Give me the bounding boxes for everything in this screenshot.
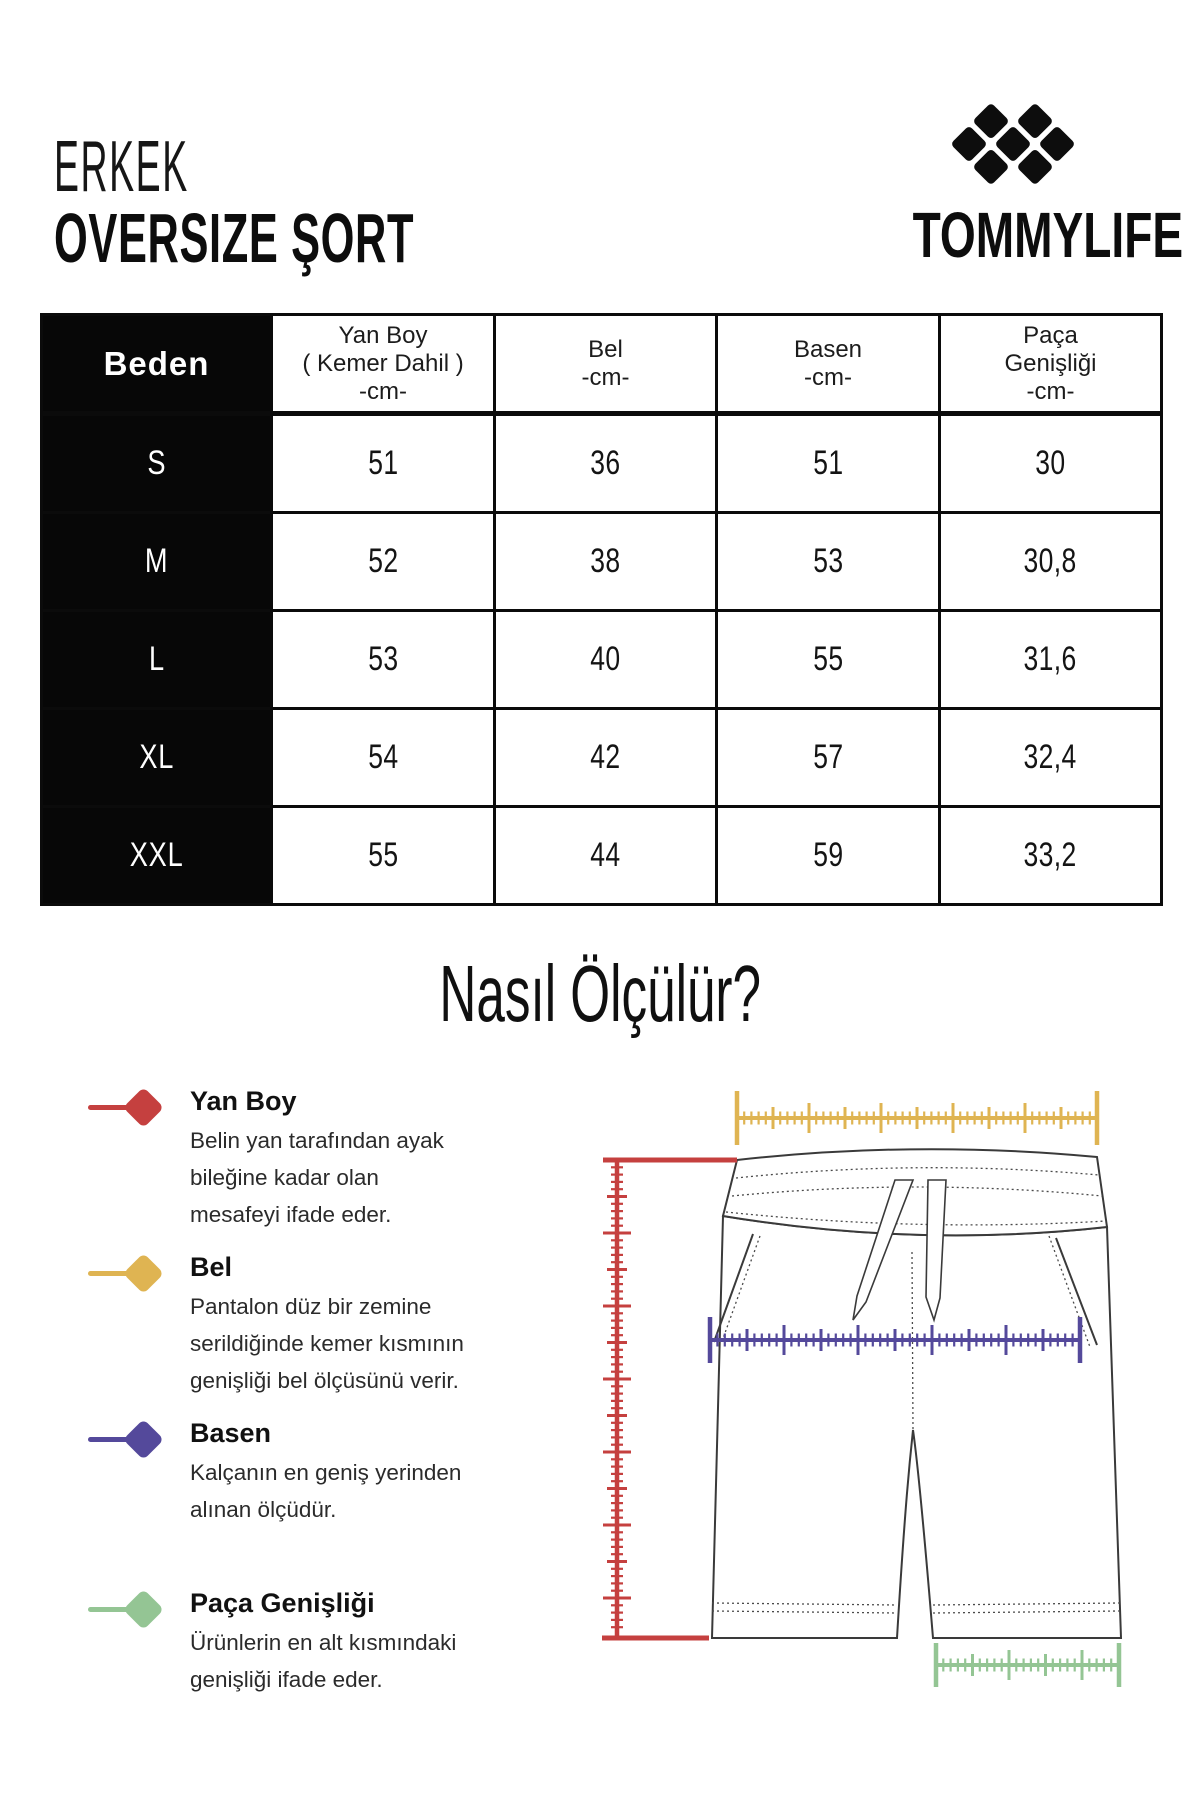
- brand-diamonds-logo-icon: [943, 100, 1083, 188]
- legend-item-basen: [86, 1418, 516, 1528]
- cell-yan-boy: 54: [272, 709, 495, 807]
- cell-paca: 30,8: [940, 513, 1162, 611]
- cell-paca: 32,4: [940, 709, 1162, 807]
- size-table: [40, 313, 1163, 906]
- legend-title: Yan Boy: [190, 1086, 297, 1116]
- basen-diamond-icon: [86, 1420, 164, 1462]
- legend-description: Belin yan tarafından ayak bileğine kadar olan mesafeyi ifade eder.: [190, 1128, 444, 1227]
- column-header-bel: Bel -cm-: [495, 315, 717, 414]
- brand-block: [860, 100, 1184, 272]
- cell-bel: 42: [495, 709, 717, 807]
- cell-yan-boy: 55: [272, 807, 495, 905]
- cell-yan-boy: 53: [272, 611, 495, 709]
- cell-yan-boy: 51: [272, 414, 495, 513]
- cell-paca: 31,6: [940, 611, 1162, 709]
- cell-paca: 33,2: [940, 807, 1162, 905]
- legend-description: Ürünlerin en alt kısmındaki genişliği ifade eder.: [190, 1630, 457, 1692]
- page-title-line1: ERKEK: [54, 127, 189, 207]
- cell-size: S: [42, 414, 272, 513]
- shorts-diagram: [540, 1040, 1200, 1720]
- brand-name: TOMMYLIFE: [912, 199, 1184, 271]
- cell-size: XL: [42, 709, 272, 807]
- column-header-beden: Beden: [42, 315, 272, 414]
- cell-size: M: [42, 513, 272, 611]
- cell-basen: 57: [717, 709, 940, 807]
- table-row: [42, 414, 1162, 513]
- table-row: [42, 611, 1162, 709]
- table-row: [42, 709, 1162, 807]
- legend-title: Bel: [190, 1252, 233, 1282]
- cell-basen: 59: [717, 807, 940, 905]
- legend-description: Pantalon düz bir zemine serildiğinde kemer kısmının genişliği bel ölçüsünü verir.: [190, 1294, 464, 1393]
- column-header-basen: Basen -cm-: [717, 315, 940, 414]
- bel-ruler: [737, 1091, 1097, 1145]
- cell-size: XXL: [42, 807, 272, 905]
- table-row: [42, 513, 1162, 611]
- legend-item-paca-genisligi: [86, 1588, 516, 1698]
- page-title-line2: OVERSIZE ŞORT: [54, 199, 415, 277]
- table-header-row: [42, 315, 1162, 414]
- cell-basen: 51: [717, 414, 940, 513]
- bel-diamond-icon: [86, 1254, 164, 1296]
- paca-ruler: [936, 1643, 1119, 1687]
- cell-bel: 40: [495, 611, 717, 709]
- cell-bel: 38: [495, 513, 717, 611]
- cell-bel: 36: [495, 414, 717, 513]
- column-header-paca: Paça Genişliği -cm-: [940, 315, 1162, 414]
- how-to-measure-title: Nasıl Ölçülür?: [439, 949, 761, 1038]
- legend-item-bel: [86, 1252, 516, 1399]
- cell-size: L: [42, 611, 272, 709]
- table-row: [42, 807, 1162, 905]
- legend-title: Paça Genişliği: [190, 1588, 375, 1618]
- legend-description: Kalçanın en geniş yerinden alınan ölçüdür.: [190, 1460, 462, 1522]
- cell-paca: 30: [940, 414, 1162, 513]
- legend-title: Basen: [190, 1418, 272, 1448]
- cell-basen: 53: [717, 513, 940, 611]
- legend-item-yan-boy: [86, 1086, 516, 1233]
- column-header-yan-boy: Yan Boy ( Kemer Dahil ) -cm-: [272, 315, 495, 414]
- yan-boy-diamond-icon: [86, 1088, 164, 1130]
- cell-basen: 55: [717, 611, 940, 709]
- cell-bel: 44: [495, 807, 717, 905]
- shorts-body-outline: [712, 1216, 1121, 1638]
- waistband-outline: [723, 1149, 1107, 1235]
- cell-yan-boy: 52: [272, 513, 495, 611]
- paca-diamond-icon: [86, 1590, 164, 1632]
